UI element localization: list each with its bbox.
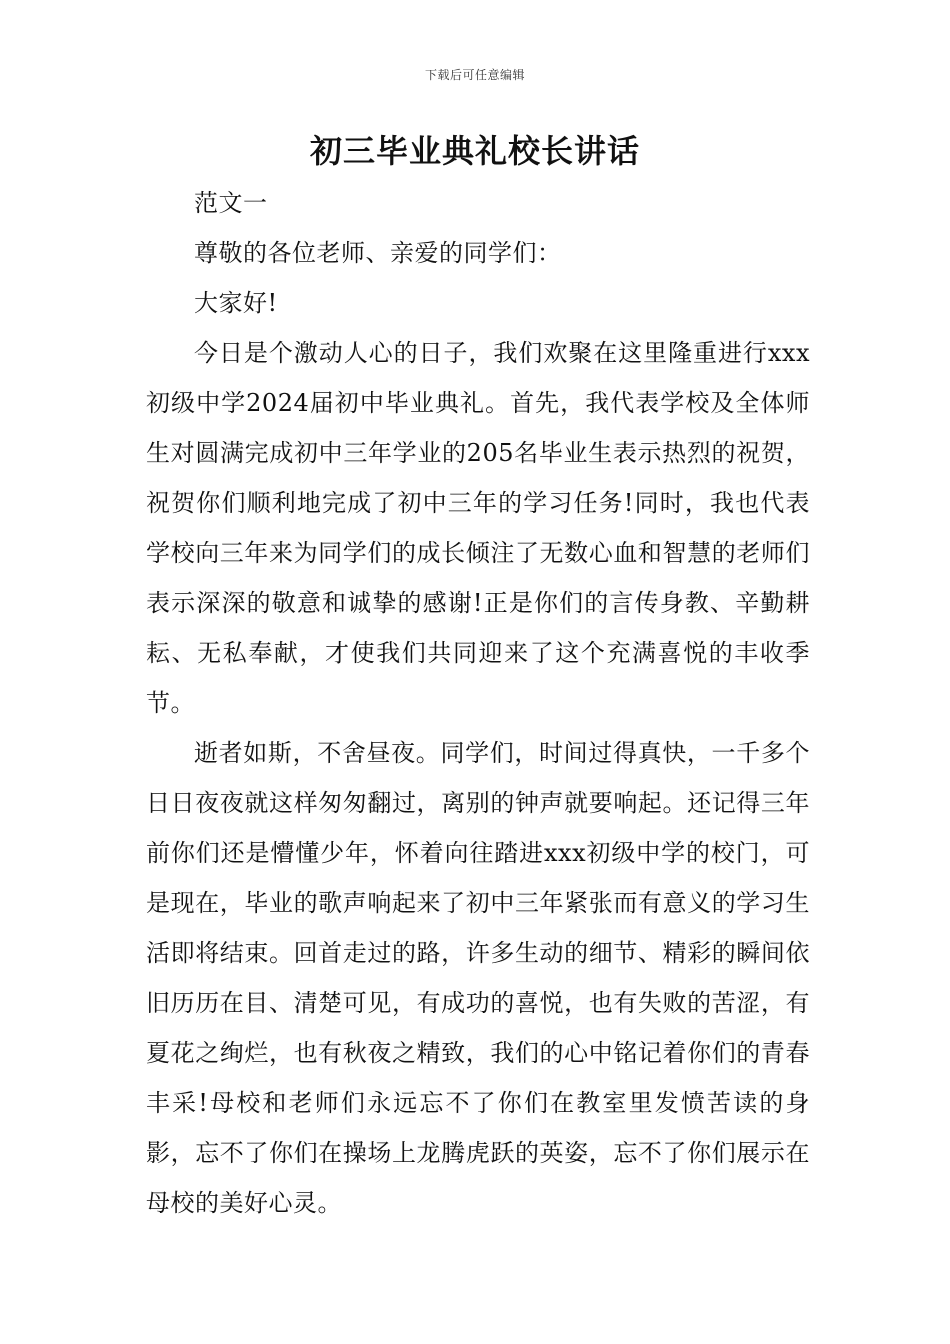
document-body xyxy=(146,178,810,1228)
paragraph-salutation: 尊敬的各位老师、亲爱的同学们： xyxy=(194,239,562,267)
header-note: 下载后可任意编辑 xyxy=(424,68,525,82)
paragraph-body-2: 逝者如斯，不舍昼夜。同学们，时间过得真快，一千多个日日夜夜就这样匆匆翻过，离别的钟声就要响起。还记得三年前你们还是懵懂少年，怀着向往踏进xxx初级中学的校门，可是现在，毕业的歌声响起来了初中三年紧张而有意义的学习生活即将结束。回首走过的路，许多生动的细节、精彩的瞬间依旧历历在目、清楚可见，有成功的喜悦，也有失败的苦涩，有夏花之绚烂，也有秋夜之精致，我们的心中铭记着你们的青春丰采!母校和老师们永远忘不了你们在教室里发愤苦读的身影，忘不了你们在操场上龙腾虎跃的英姿，忘不了你们展示在母校的美好心灵。 xyxy=(146,739,810,1217)
paragraph-greeting: 大家好! xyxy=(194,289,278,317)
paragraph-label: 范文一 xyxy=(194,189,268,217)
document-title: 初三毕业典礼校长讲话 xyxy=(309,132,640,170)
paragraph-body-1: 今日是个激动人心的日子，我们欢聚在这里隆重进行xxx初级中学2024届初中毕业典礼。首先，我代表学校及全体师生对圆满完成初中三年学业的205名毕业生表示热烈的祝贺，祝贺你们顺利地完成了初中三年的学习任务!同时，我也代表学校向三年来为同学们的成长倾注了无数心血和智慧的老师们表示深深的敬意和诚挚的感谢!正是你们的言传身教、辛勤耕耘、无私奉献，才使我们共同迎来了这个充满喜悦的丰收季节。 xyxy=(146,339,810,717)
